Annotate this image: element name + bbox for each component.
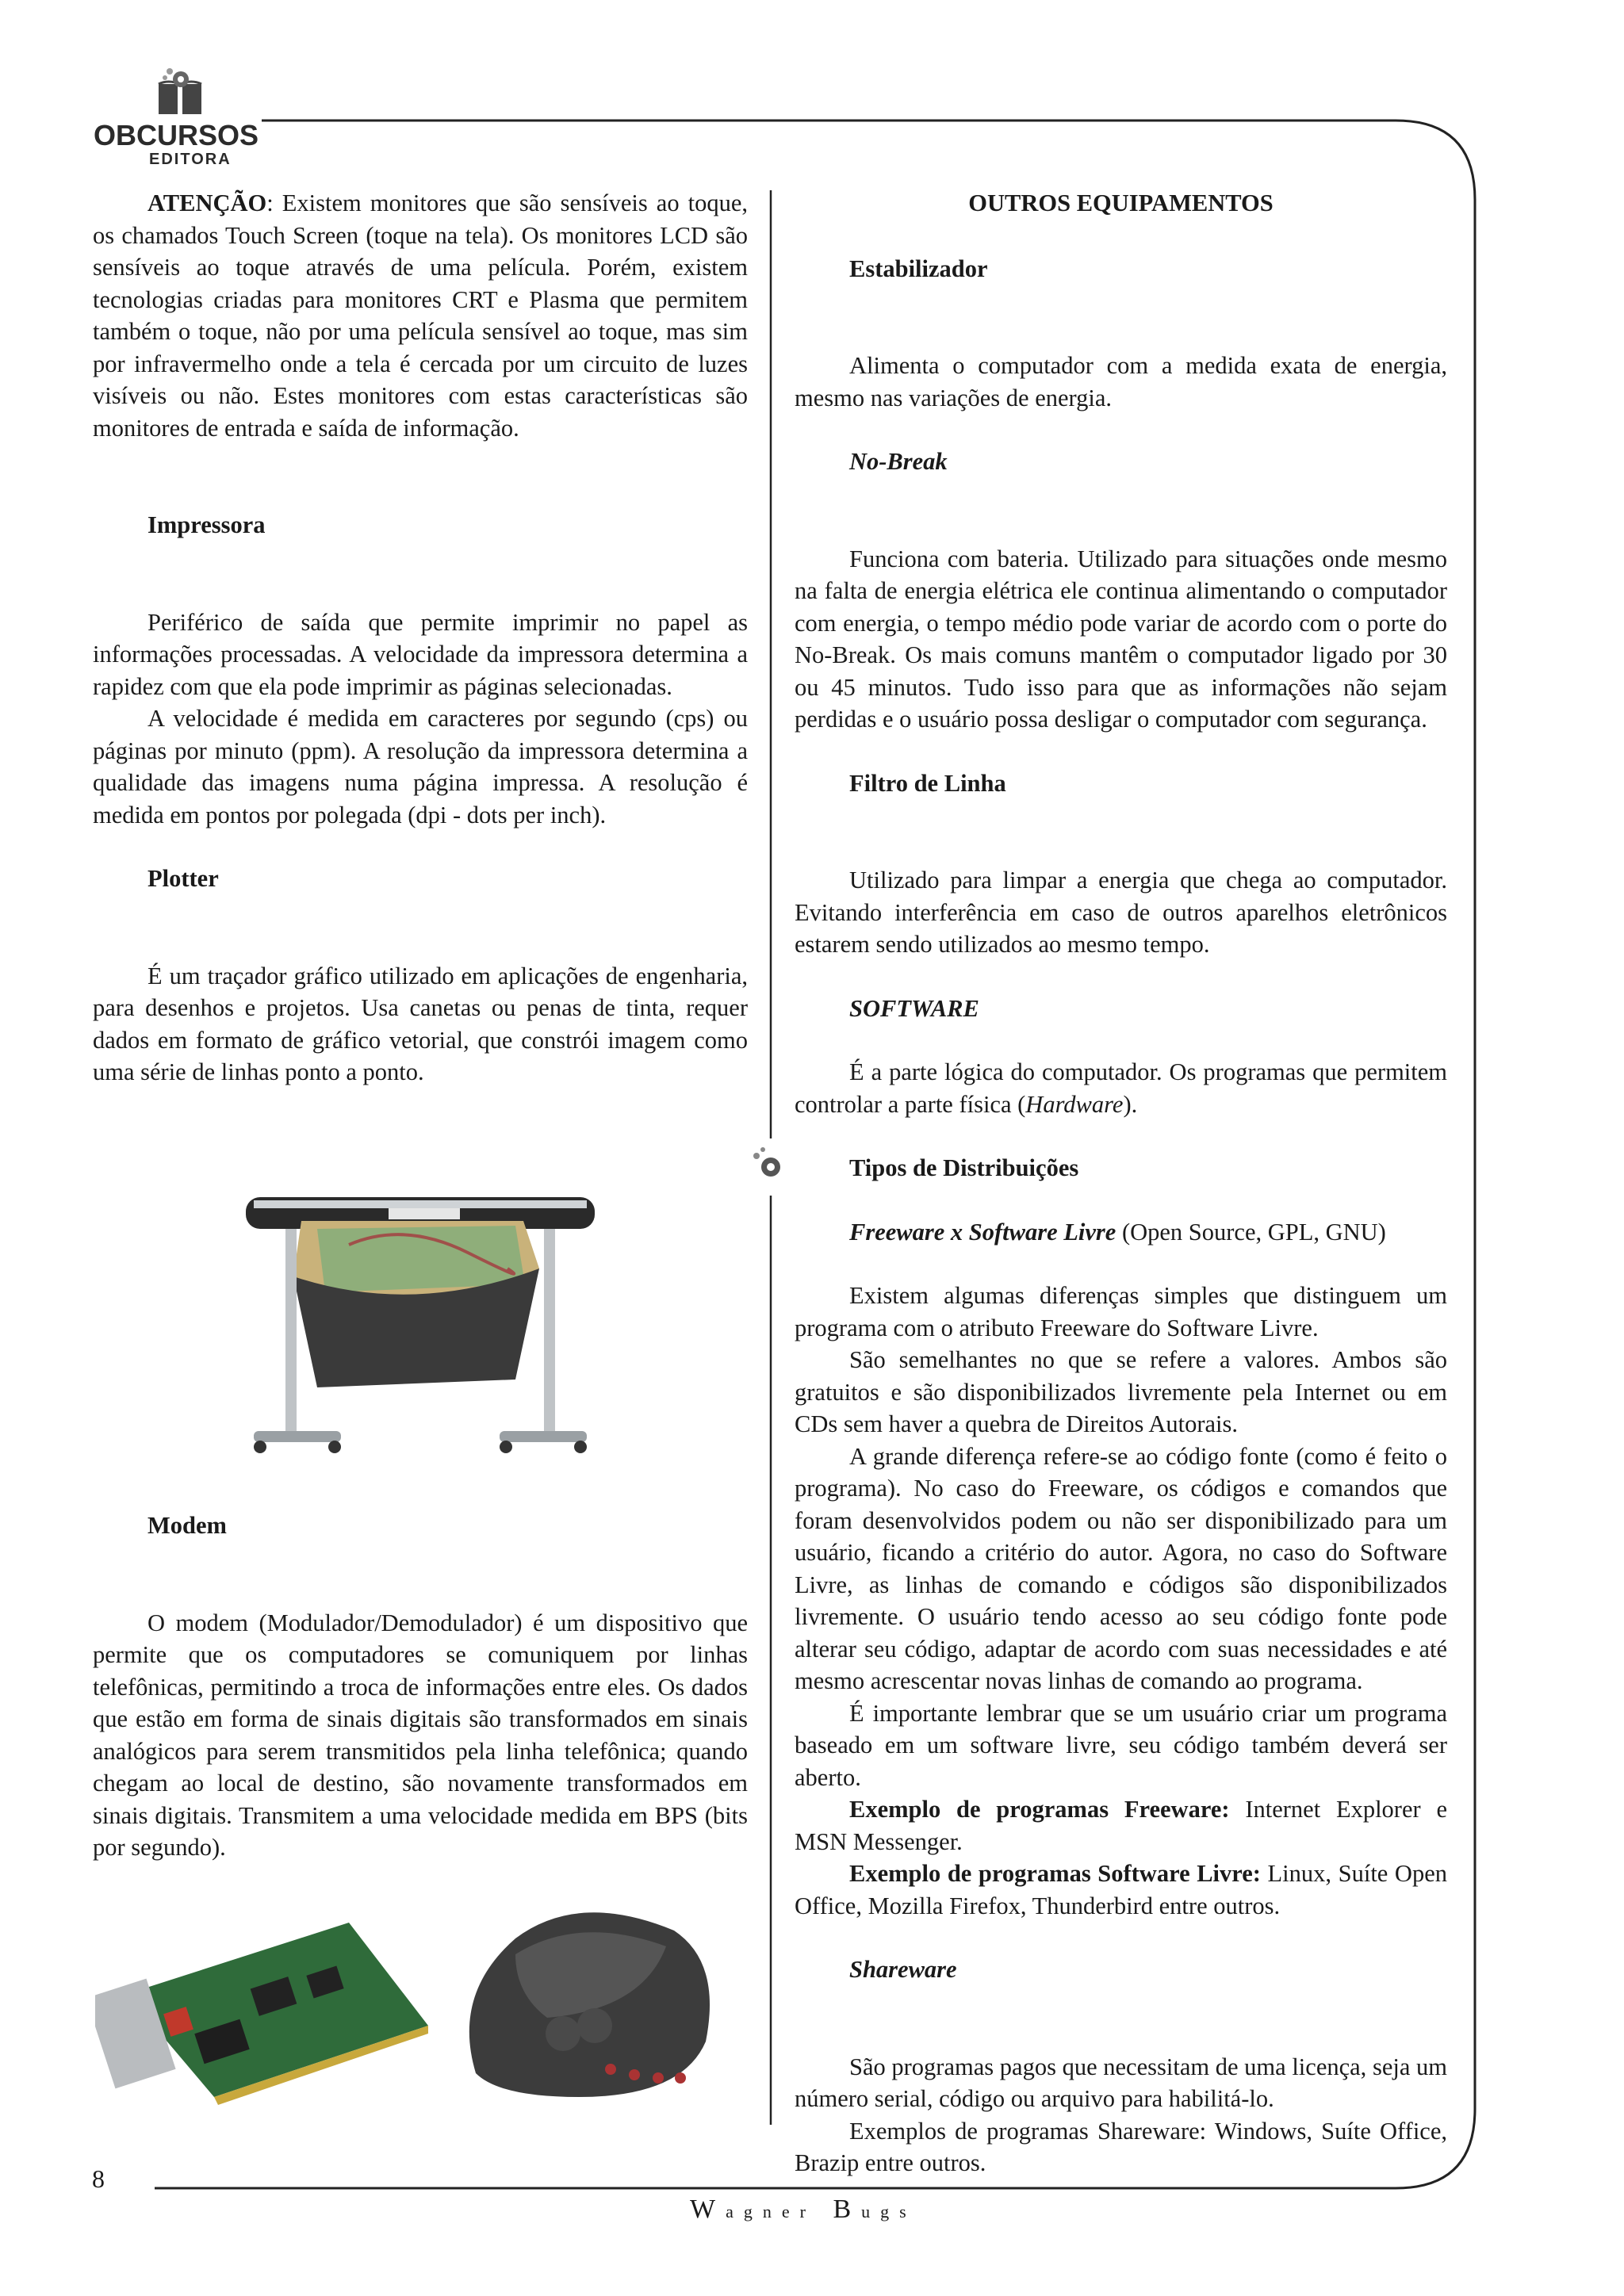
page-number: 8 xyxy=(92,2164,105,2193)
filtro-paragraph: Utilizado para limpar a energia que chega ao computador. Evitando interferência em caso de outros aparelhos eletrônicos estarem sendo utilizados ao mesmo tempo. xyxy=(795,867,1447,958)
shareware-heading: Shareware xyxy=(849,1956,957,1983)
book-gear-icon xyxy=(149,65,213,119)
impressora-paragraph-1: Periférico de saída que permite imprimir no papel as informações processadas. A velocidade da impressora determina a rapidez com que ela pode imprimir as páginas selecionadas. xyxy=(93,608,748,700)
estabilizador-heading: Estabilizador xyxy=(849,254,988,282)
filtro-heading: Filtro de Linha xyxy=(849,769,1006,797)
right-column xyxy=(795,187,1447,2179)
left-column xyxy=(93,187,748,1089)
plotter-heading: Plotter xyxy=(147,865,219,892)
freeware-paragraph-1: Existem algumas diferenças simples que distinguem um programa com o atributo Freeware do Software Livre. xyxy=(795,1282,1447,1341)
modem-card-image xyxy=(95,1907,428,2105)
shareware-paragraph-2: Exemplos de programas Shareware: Windows, Suíte Office, Brazip entre outros. xyxy=(795,2117,1447,2176)
left-column-modem xyxy=(93,1510,748,1864)
atencao-paragraph: ATENÇÃO: Existem monitores que são sensíveis ao toque, os chamados Touch Screen (toque na tela). Os monitores LCD são sensíveis ao toque através de uma película. Porém, existem tecnologias criadas para monitores CRT e Plasma que permitem também o toque, não por uma película sensível ao toque, mas sim por infravermelho onde a tela é cercada por um circuito de luzes visíveis ou não. Estes monitores com estas características são monitores de entrada e saída de informação. xyxy=(93,189,748,442)
external-modem-image xyxy=(444,1899,730,2105)
shareware-paragraph-1: São programas pagos que necessitam de uma licença, seja um número serial, código ou arquivo para habilitá-lo. xyxy=(795,2053,1447,2112)
software-paragraph: É a parte lógica do computador. Os programas que permitem controlar a parte física (Hardware). xyxy=(795,1058,1447,1118)
freeware-heading: Freeware x Software Livre (Open Source, GPL, GNU) xyxy=(849,1218,1386,1246)
modem-heading: Modem xyxy=(147,1512,227,1539)
author-name: Wagner Bugs xyxy=(690,2195,917,2224)
logo-sub: EDITORA xyxy=(149,151,232,168)
plotter-image xyxy=(230,1173,611,1475)
freeware-paragraph-2: São semelhantes no que se refere a valores. Ambos são gratuitos e são disponibilizados livremente pela Internet ou em CDs sem haver a quebra de Direitos Autorais. xyxy=(795,1346,1447,1437)
publisher-logo xyxy=(94,65,268,168)
plotter-paragraph: É um traçador gráfico utilizado em aplicações de engenharia, para desenhos e projetos. Usa canetas ou penas de tinta, requer dados em formato de gráfico vetorial, que constrói imagem como uma série de linhas ponto a ponto. xyxy=(93,962,748,1085)
estabilizador-paragraph: Alimenta o computador com a medida exata de energia, mesmo nas variações de energia. xyxy=(795,352,1447,411)
nobreak-heading: No-Break xyxy=(849,448,948,475)
software-heading: SOFTWARE xyxy=(849,994,979,1022)
impressora-heading: Impressora xyxy=(147,511,266,538)
impressora-paragraph-2: A velocidade é medida em caracteres por segundo (cps) ou páginas por minuto (ppm). A resolução da impressora determina a qualidade das imagens numa página impressa. A resolução é medida em pontos por polegada (dpi - dots per inch). xyxy=(93,705,748,828)
logo-brand: OBCURSOS xyxy=(94,119,259,151)
atencao-label: ATENÇÃO xyxy=(147,189,267,216)
gear-ornament-icon xyxy=(753,1147,780,1177)
tipos-heading: Tipos de Distribuições xyxy=(849,1154,1079,1181)
example-freeware: Exemplo de programas Freeware: Internet Explorer e MSN Messenger. xyxy=(795,1796,1447,1855)
freeware-paragraph-4: É importante lembrar que se um usuário criar um programa baseado em um software livre, seu código também deverá ser aberto. xyxy=(795,1699,1447,1791)
outros-equipamentos-heading: OUTROS EQUIPAMENTOS xyxy=(968,189,1274,216)
modem-paragraph: O modem (Modulador/Demodulador) é um dispositivo que permite que os computadores se comuniquem por linhas telefônicas, permitindo a troca de informações entre eles. Os dados que estão em forma de sinais digitais são transformados em sinais analógicos para serem transmitidos pela linha telefônica; quando chegam ao local de destino, são novamente transformados em sinais digitais. Transmitem a uma velocidade medida em BPS (bits por segundo). xyxy=(93,1609,748,1861)
nobreak-paragraph: Funciona com bateria. Utilizado para situações onde mesmo na falta de energia elétrica ele continua alimentando o computador com energia, o tempo médio pode variar de acordo com o porte do No-Break. Os mais comuns mantêm o computador ligado por 30 ou 45 minutos. Tudo isso para que as informações não sejam perdidas e o usuário possa desligar o computador com segurança. xyxy=(795,545,1447,733)
freeware-paragraph-3: A grande diferença refere-se ao código fonte (como é feito o programa). No caso do Freeware, os códigos e comandos que foram desenvolvidos podem ou não ser disponibilizado para um usuário, ficando a critério do autor. Agora, no caso do Software Livre, as linhas de comando e códigos são disponibilizados livremente. O usuário tendo acesso ao seu código fonte pode alterar seu código, adaptar de acordo com suas necessidades e até mesmo acrescentar novas linhas de comando ao programa. xyxy=(795,1442,1447,1694)
example-software-livre: Exemplo de programas Software Livre: Linux, Suíte Open Office, Mozilla Firefox, Thunderbird entre outros. xyxy=(795,1860,1447,1919)
